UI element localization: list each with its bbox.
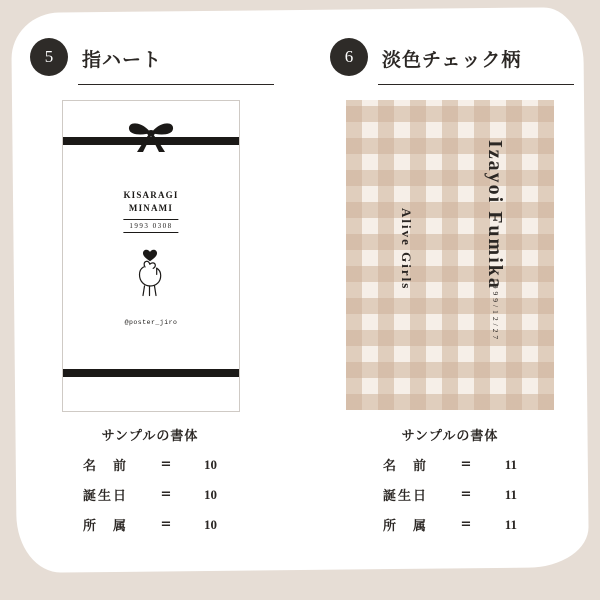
spec-value: 11: [504, 486, 517, 502]
card-title: 淡色チェック柄: [382, 49, 522, 71]
spec-row: [300, 485, 600, 504]
poster-name-vertical: Izayoi Fumika: [484, 140, 506, 290]
spec-row: [300, 455, 600, 474]
poster-group-vertical: Alive Girls: [399, 208, 414, 291]
poster-handle: @poster_jiro: [124, 319, 178, 326]
spec-label: 名 前: [383, 459, 429, 474]
spec-label: 所 属: [83, 519, 129, 534]
poster-name-line2: MINAMI: [128, 203, 174, 213]
spec-value: 10: [204, 516, 217, 532]
ribbon-band-bottom: [63, 369, 239, 377]
spec-equals: =: [160, 457, 172, 472]
card-number-badge: 6: [330, 38, 368, 76]
spec-equals: =: [160, 517, 172, 532]
finger-heart-icon: [129, 243, 173, 306]
poster-preview-ribbon[interactable]: [62, 100, 240, 412]
design-card-6[interactable]: [300, 0, 600, 600]
spec-label: 誕生日: [383, 489, 429, 504]
spec-equals: =: [460, 487, 472, 502]
title-divider: [378, 84, 574, 85]
spec-value: 11: [504, 516, 517, 532]
spec-equals: =: [460, 457, 472, 472]
spec-value: 11: [504, 456, 517, 472]
spec-rows: [300, 455, 600, 534]
spec-equals: =: [460, 517, 472, 532]
bow-icon: [120, 119, 182, 158]
spec-rows: [0, 455, 300, 534]
poster-date-vertical: 1999/12/27: [491, 278, 500, 343]
spec-row: [0, 455, 300, 474]
spec-row: [0, 485, 300, 504]
spec-row: [0, 515, 300, 534]
poster-name: [63, 189, 239, 215]
title-divider: [78, 84, 274, 85]
spec-value: 10: [204, 456, 217, 472]
spec-label: 名 前: [83, 459, 129, 474]
card-number-badge: 5: [30, 38, 68, 76]
spec-heading: サンプルの書体: [401, 429, 499, 444]
poster-preview-gingham[interactable]: [346, 100, 554, 410]
spec-label: 誕生日: [83, 489, 129, 504]
poster-name-line1: KISARAGI: [123, 190, 179, 200]
card-title: 指ハート: [82, 49, 163, 71]
spec-value: 10: [204, 486, 217, 502]
poster-date: 1993 0308: [123, 219, 178, 233]
spec-label: 所 属: [383, 519, 429, 534]
spec-heading: サンプルの書体: [101, 429, 199, 444]
spec-row: [300, 515, 600, 534]
spec-equals: =: [160, 487, 172, 502]
